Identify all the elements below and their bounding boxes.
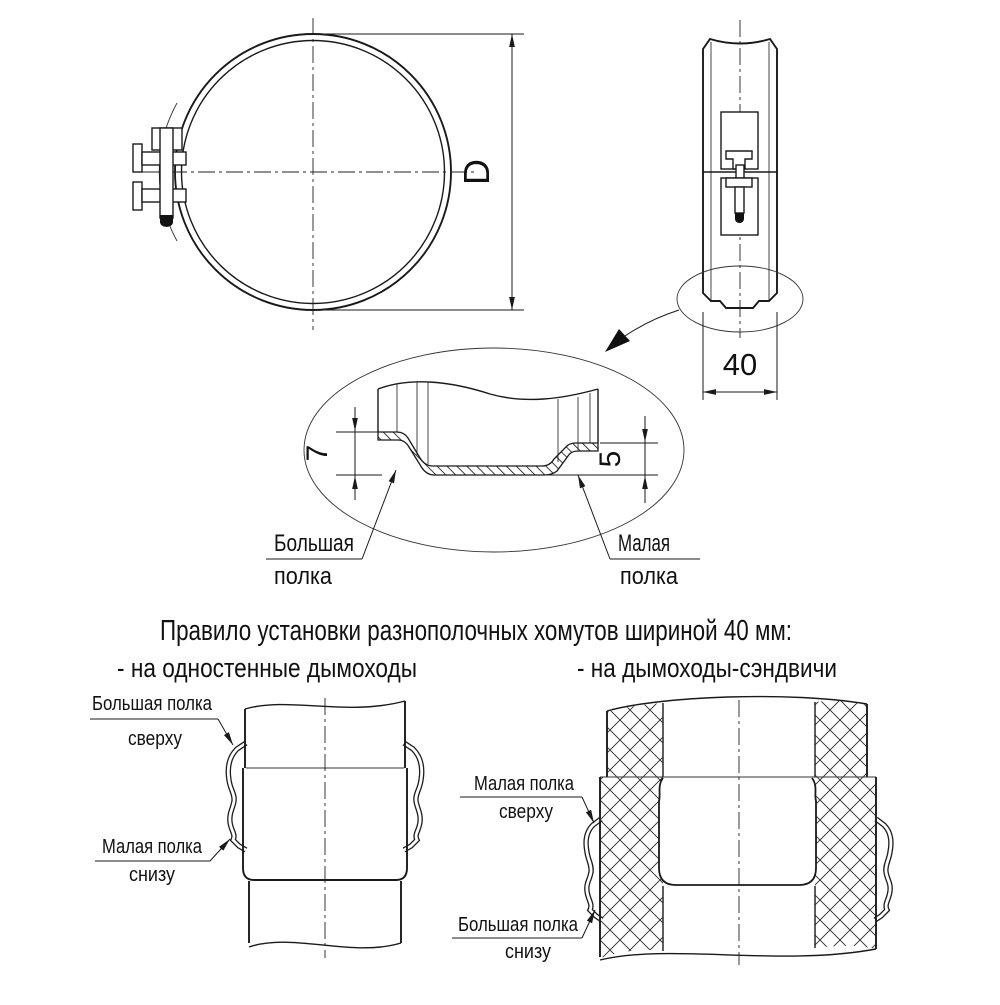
- label-line2: сверху: [499, 801, 553, 823]
- bolt-assembly: [133, 128, 186, 227]
- label-leader: [582, 797, 594, 823]
- bolt-bracket-lower-side: [726, 178, 752, 187]
- dimension-7: [301, 407, 382, 500]
- label-top-single-wall: [90, 693, 233, 750]
- insulation-lower-right: [815, 777, 876, 949]
- bolt-tip-side: [735, 213, 744, 223]
- bolt-shaft: [160, 128, 173, 218]
- label-bottom-single-wall: [95, 836, 230, 886]
- insulation-upper-left: [607, 703, 663, 777]
- sandwich-diagram: [452, 697, 891, 965]
- dim-5-label: 5: [594, 450, 627, 468]
- label-line1: Большая полка: [458, 914, 579, 936]
- front-view: [133, 18, 524, 330]
- label-line2: снизу: [129, 864, 175, 886]
- inner-joint-section: [659, 778, 816, 885]
- detail-view: [266, 348, 700, 590]
- outer-break-bottom: [600, 949, 876, 960]
- dim-7-label: 7: [301, 444, 334, 462]
- label-leader: [218, 719, 233, 745]
- label-line1: Малая полка: [102, 836, 203, 858]
- label-large-flange-line2: полка: [274, 563, 333, 590]
- single-wall-diagram: [90, 693, 422, 958]
- subtitle-single-wall: - на одностенные дымоходы: [117, 653, 417, 683]
- dim-40-label: 40: [722, 347, 758, 382]
- bolt-tip: [160, 215, 173, 227]
- bolt-shaft-side: [735, 187, 744, 213]
- label-large-flange-line1: Большая: [274, 530, 354, 557]
- section-band-hatched: [378, 432, 598, 475]
- label-line1: Малая полка: [474, 773, 575, 795]
- label-small-flange-line2: полка: [620, 563, 679, 590]
- bolt-bracket-tab-lower: [133, 182, 142, 210]
- insulation-upper-right: [815, 701, 867, 777]
- detail-view-ellipse: [304, 348, 684, 552]
- label-bottom-sandwich: [452, 910, 595, 963]
- subtitle-sandwich: - на дымоходы-сэндвичи: [577, 653, 837, 683]
- label-small-flange-line1: Малая: [618, 530, 670, 557]
- dim-d-label: D: [456, 159, 497, 185]
- rule-section-headings: [117, 615, 837, 683]
- label-leader: [362, 470, 396, 559]
- label-leader: [582, 910, 595, 938]
- detail-leader-arrowhead: [605, 329, 630, 352]
- label-leader: [578, 475, 610, 559]
- band-break-line: [378, 382, 598, 400]
- rule-title: Правило установки разнополочных хомутов шириной 40 мм:: [160, 615, 792, 647]
- label-line1: Большая полка: [92, 693, 213, 715]
- side-view: [605, 20, 803, 400]
- clamp-profile-right: [875, 819, 891, 920]
- dimension-40: [703, 312, 777, 400]
- label-small-flange: [578, 475, 700, 590]
- label-top-sandwich: [460, 773, 594, 823]
- bolt-bracket-tab-upper: [133, 144, 142, 172]
- label-line2: снизу: [505, 941, 551, 963]
- label-line2: сверху: [128, 728, 182, 750]
- label-leader: [210, 839, 230, 861]
- insulation-lower-left: [600, 777, 663, 958]
